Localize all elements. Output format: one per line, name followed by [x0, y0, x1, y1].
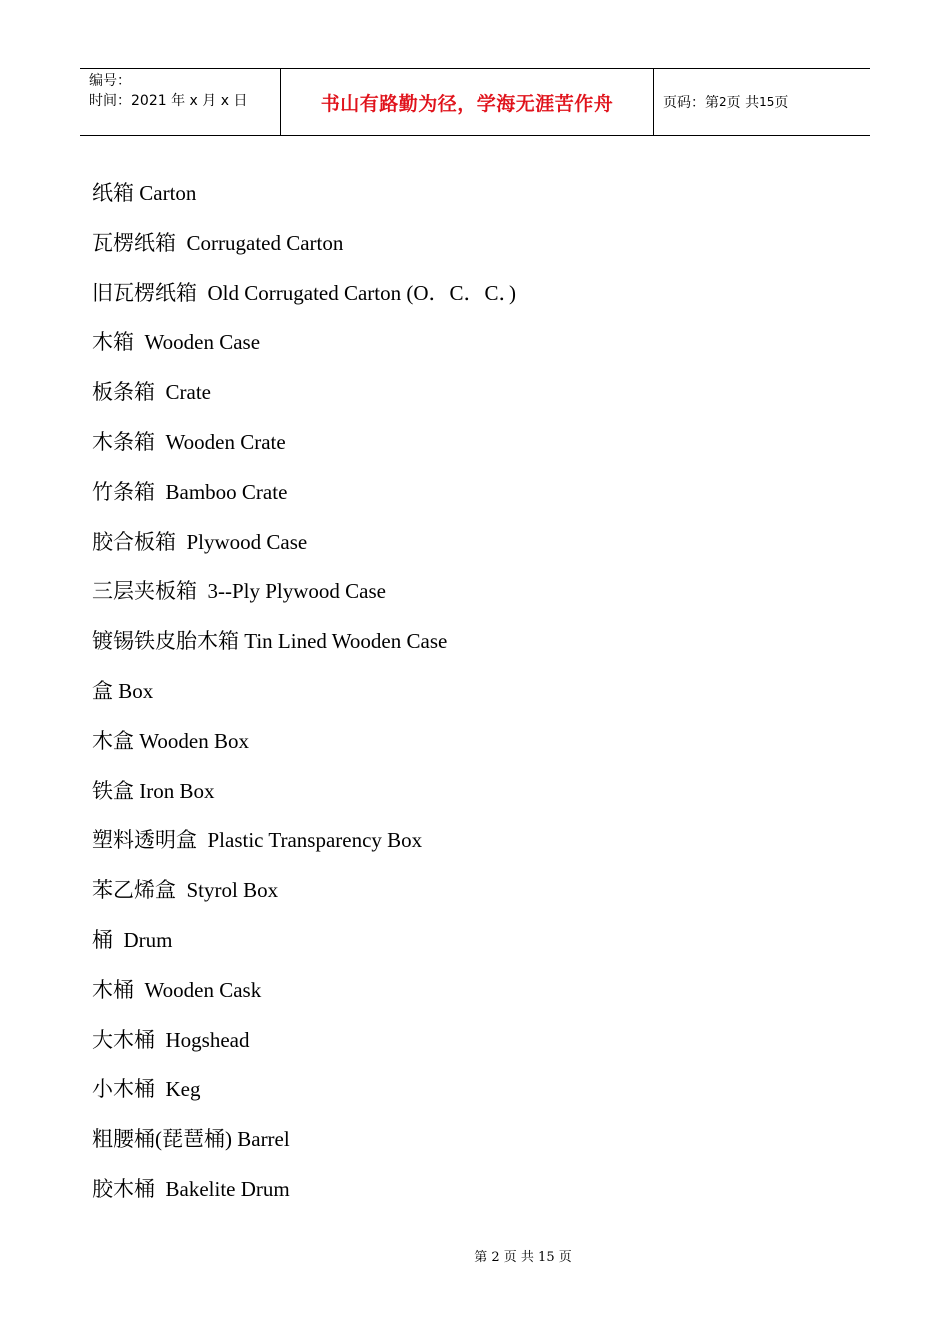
glossary-entry: 纸箱 Carton: [92, 181, 197, 205]
glossary-entry: 桶 Drum: [92, 927, 173, 952]
glossary-entry: 旧瓦楞纸箱 Old Corrugated Carton (O．C．C．): [92, 280, 517, 305]
glossary-entry: 竹条箱 Bamboo Crate: [92, 479, 288, 504]
glossary-entry: 粗腰桶(琵琶桶) Barrel: [92, 1127, 290, 1152]
glossary-list: [92, 174, 516, 1220]
glossary-entry: 小木桶 Keg: [92, 1077, 201, 1102]
glossary-entry: 胶木桶 Bakelite Drum: [92, 1176, 290, 1201]
glossary-entry: 苯乙烯盒 Styrol Box: [92, 878, 279, 903]
glossary-entry: 木桶 Wooden Cask: [92, 977, 262, 1002]
glossary-entry: 木盒 Wooden Box: [92, 728, 249, 753]
glossary-entry: 木条箱 Wooden Crate: [92, 429, 286, 454]
glossary-entry: 盒 Box: [92, 678, 154, 703]
glossary-entry: 塑料透明盒 Plastic Transparency Box: [92, 828, 423, 853]
page-total: 15: [759, 95, 775, 109]
glossary-entry: 瓦楞纸箱 Corrugated Carton: [92, 230, 344, 255]
glossary-entry: 板条箱 Crate: [92, 380, 211, 405]
glossary-entry: 镀锡铁皮胎木箱 Tin Lined Wooden Case: [92, 629, 448, 654]
serial-label: 编号：: [89, 73, 131, 89]
header-meta: [80, 69, 281, 135]
page-prefix: 页码：第: [663, 95, 719, 111]
header-page-info: [654, 69, 870, 135]
page-suffix: 页: [774, 95, 789, 111]
page-current: 2: [719, 95, 727, 109]
page-mid: 页 共: [726, 95, 760, 111]
glossary-entry: 胶合板箱 Plywood Case: [92, 529, 308, 554]
header-motto: 书山有路勤为径，学海无涯苦作舟: [281, 69, 654, 135]
time-label: 时间：2021 年 x 月 x 日: [89, 93, 248, 109]
glossary-entry: 木箱 Wooden Case: [92, 330, 261, 355]
glossary-entry: 大木桶 Hogshead: [92, 1027, 250, 1052]
page-footer: 第 2 页 共 15 页: [474, 1250, 572, 1265]
page-header: [80, 68, 870, 136]
glossary-entry: 三层夹板箱 3--Ply Plywood Case: [92, 579, 386, 604]
glossary-entry: 铁盒 Iron Box: [92, 778, 215, 803]
